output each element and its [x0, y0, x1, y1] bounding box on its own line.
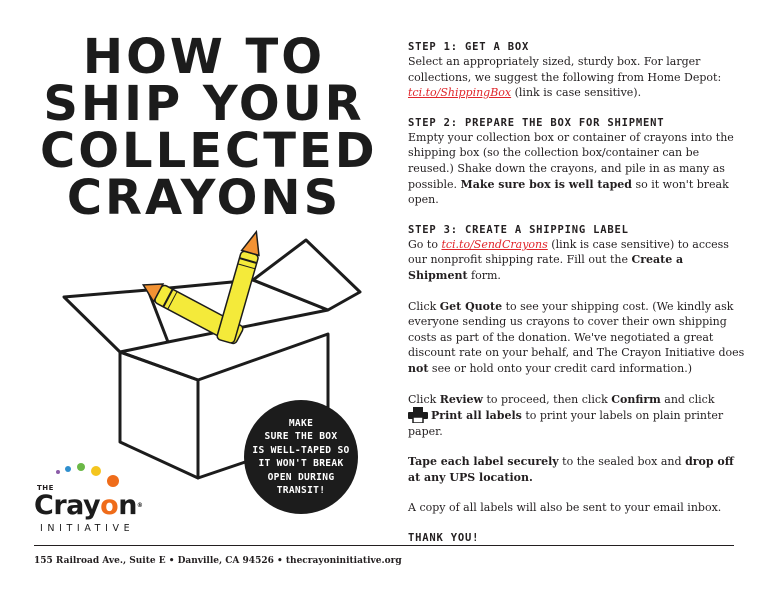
logo-the: THE [37, 484, 54, 492]
title-line: COLLECTED [40, 123, 378, 179]
title-line: HOW TO [82, 29, 326, 85]
step1-text: Select an appropriately sized, sturdy box. For larger collections, we suggest the following from Home Depot: tci.to/ShippingBox (link is case sensitive). [408, 55, 722, 100]
logo-dot [56, 470, 60, 474]
footer-divider [34, 545, 734, 546]
logo-dot [107, 475, 119, 487]
logo-dot [91, 466, 101, 476]
review-text: Click Review to proceed, then click Confirm and click Print all labels to print your labels on plain printer paper. [408, 392, 724, 438]
thank-you: THANK YOU! [408, 532, 480, 545]
logo-subtitle: INITIATIVE [40, 523, 135, 534]
badge-line: TRANSIT! [276, 485, 326, 496]
crayon-initiative-logo [30, 462, 160, 542]
page-title [40, 29, 378, 226]
title-line: SHIP YOUR [43, 76, 365, 132]
printer-icon [408, 407, 428, 423]
title-line: CRAYONS [66, 170, 342, 226]
footer-address: 155 Railroad Ave., Suite E • Danville, CA 94526 • thecrayoninitiative.org [34, 556, 402, 566]
step2-heading: STEP 2: PREPARE THE BOX FOR SHIPMENT [408, 116, 665, 129]
step3-heading: STEP 3: CREATE A SHIPPING LABEL [408, 223, 629, 236]
logo-dot [65, 466, 71, 472]
step3-text: Go to tci.to/SendCrayons (link is case sensitive) to access our nonprofit shipping rate. Fill out the Create a Shipment form. [408, 237, 729, 282]
instructions [408, 40, 746, 545]
logo-name: Crayon® [34, 490, 143, 521]
step1-heading: STEP 1: GET A BOX [408, 41, 530, 53]
email-copy-text: A copy of all labels will also be sent to your email inbox. [408, 501, 722, 515]
tape-text: Tape each label securely to the sealed box and drop off at any UPS location. [408, 455, 734, 484]
badge-line: OPEN DURING [267, 471, 335, 483]
badge-line: IS WELL-TAPED SO [252, 444, 350, 456]
badge-line: SURE THE BOX [264, 431, 338, 442]
logo-dot [77, 463, 85, 471]
shipping-box-link[interactable]: tci.to/ShippingBox [408, 86, 512, 100]
badge-line: MAKE [288, 417, 314, 429]
quote-text: Click Get Quote to see your shipping cost. (We kindly ask everyone sending us crayons to cover their own shipping costs as part of the donation. We've negotiated a great discount rate on your behalf, and The Crayon Initiative does not see or hold onto your credit card information.) [408, 299, 745, 375]
send-crayons-link[interactable]: tci.to/SendCrayons [441, 237, 548, 251]
step2-text: Empty your collection box or container of crayons into the shipping box (so the collection box/container can be reused.) Shake down the crayons, and pile in as many as possible. Make sure box is well taped so it won't break open. [408, 130, 734, 207]
badge-line: IT WON'T BREAK [258, 458, 344, 469]
tape-reminder-badge [244, 400, 358, 514]
